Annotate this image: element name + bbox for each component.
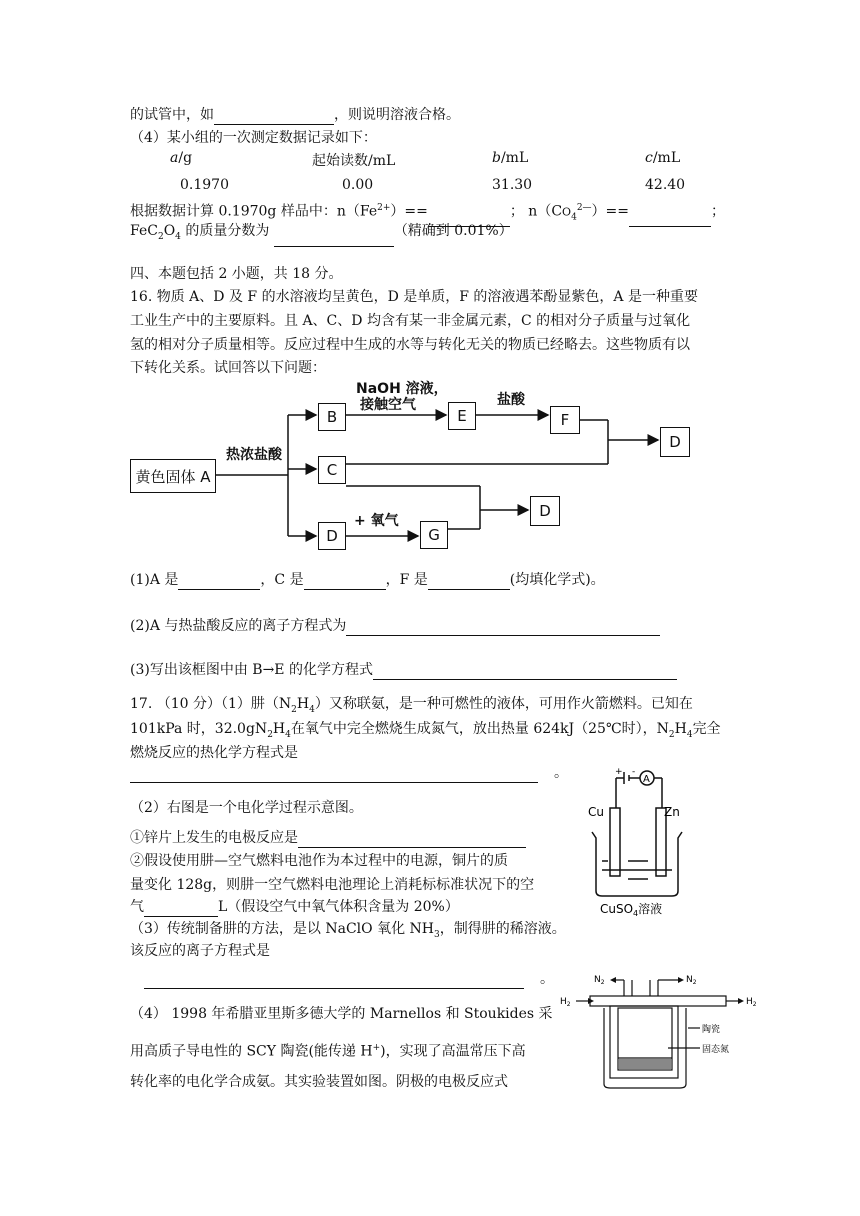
n2-left-label: $N_2$ xyxy=(594,975,605,986)
text: ； n（C xyxy=(509,203,563,220)
nh3-apparatus-figure xyxy=(560,968,760,1090)
text: 根据数据计算 0.1970g 样品中：n（Fe xyxy=(130,203,378,220)
line-calc: 根据数据计算 0.1970g 样品中：$n(Fe^{2+})==$ ； $n(CO_4^{2—})==$ ； xyxy=(130,198,725,227)
answer-blank[interactable] xyxy=(130,767,538,783)
h2-right-label: $H_2$ xyxy=(746,997,757,1008)
plus-sign: + xyxy=(615,767,623,777)
text: 用高质子导电性的 SCY 陶瓷(能传递 H xyxy=(130,1043,373,1060)
box-d-right: D xyxy=(660,427,690,457)
answer-blank[interactable] xyxy=(144,973,524,989)
electrolyte-label: CuSO$_4$溶液 xyxy=(600,902,663,918)
n2-right-label: $N_2$ xyxy=(686,975,697,986)
table-header: a/g xyxy=(170,150,193,166)
subscript: 4 xyxy=(686,729,693,740)
text: 。 xyxy=(554,765,568,781)
label-hot-hcl: 热浓盐酸 xyxy=(226,447,282,463)
apparatus-drawing xyxy=(560,968,760,1090)
text: (2)A 与热盐酸反应的离子方程式为 xyxy=(130,618,347,634)
text: （3）传统制备肼的方法，是以 NaClO 氧化 NH xyxy=(130,921,434,937)
text: 101kPa 时，32.0gN xyxy=(130,721,268,737)
q16-text: 工业生产中的主要原料。且 A、C、D 均含有某一非金属元素，C 的相对分子质量与过氧化 xyxy=(130,313,691,329)
text: ，F 是 xyxy=(385,572,428,588)
cell-figure xyxy=(580,766,690,918)
answer-blank[interactable] xyxy=(428,574,510,590)
superscript: + xyxy=(372,1043,381,1053)
subscript: 4 xyxy=(285,729,291,740)
q17-answer-line xyxy=(130,969,554,989)
q17-text xyxy=(130,828,526,848)
q16-part3 xyxy=(130,660,677,680)
label-air: 接触空气 xyxy=(360,397,416,413)
q17-text: 17. （10 分）（1）肼$(N_2H_4)$又称联氨，是一种可燃性的液体，可用作火箭燃料。已知在 xyxy=(130,696,693,715)
text: FeC xyxy=(130,223,158,239)
label-naoh: NaOH 溶液， xyxy=(356,381,448,397)
subscript: 3 xyxy=(433,929,440,940)
answer-blank[interactable] xyxy=(346,620,660,636)
q17-text: （2）右图是一个电化学过程示意图。 xyxy=(130,800,363,816)
text: (均填化学式)。 xyxy=(509,572,605,588)
table-header: 起始读数/mL xyxy=(312,153,396,169)
q17-text: 量变化 128g，则肼一空气燃料电池理论上消耗标标准状况下的空 xyxy=(130,877,535,893)
text: (1)A 是 xyxy=(130,572,179,588)
flow-diagram xyxy=(0,0,860,560)
ammeter-label: A xyxy=(643,774,650,785)
cu-label: Cu xyxy=(588,805,604,819)
q17-text: 101kPa 时，$32.0gN_2H_4$在氧气中完全燃烧生成氮气，放出热量 624kJ（25℃时），$N_2H_4$完全 xyxy=(130,721,721,740)
q17-text: 该反应的离子方程式是 xyxy=(130,943,270,959)
q16-text: 下转化关系。试回答以下问题： xyxy=(130,360,326,376)
answer-blank[interactable] xyxy=(178,574,260,590)
q16-text: 16. 物质 A、D 及 F 的水溶液均呈黄色，D 是单质，F 的溶液遇苯酚显紫色，A 是一种重要 xyxy=(130,289,698,305)
ceramic-label: 陶瓷 xyxy=(702,1025,721,1035)
text: ）== xyxy=(390,203,428,220)
text: ，制得肼的稀溶液。 xyxy=(439,921,566,937)
subscript: 2 xyxy=(267,729,273,740)
text: ，则说明溶液合格。 xyxy=(334,107,460,123)
text: ； xyxy=(711,203,726,220)
text: 的质量分数为 xyxy=(180,223,270,239)
text: (3)写出该框图中由 B→E 的化学方程式 xyxy=(130,662,373,678)
box-c: C xyxy=(318,456,346,484)
text: 的试管中，如 xyxy=(130,107,214,123)
line-mass-fraction: $FeC_2O_4$ 的质量分数为 （精确到 0.01%） xyxy=(130,221,513,247)
answer-blank[interactable] xyxy=(304,574,386,590)
subscript: 4 xyxy=(175,231,181,242)
text: ①锌片上发生的电极反应是 xyxy=(130,830,298,846)
box-b: B xyxy=(318,403,346,431)
q17-answer-line xyxy=(130,763,568,783)
h2-left-label: $H_2$ xyxy=(560,997,571,1008)
subscript: 4 xyxy=(571,212,577,223)
q17-text: 燃烧反应的热化学方程式是 xyxy=(130,745,298,761)
line-q4-intro: （4）某小组的一次测定数据记录如下： xyxy=(130,130,377,146)
table-header: b/mL xyxy=(492,150,529,166)
q17-text xyxy=(130,897,459,917)
text: L（假设空气中氧气体积含量为 20%） xyxy=(218,899,459,915)
answer-blank[interactable] xyxy=(373,664,677,680)
superscript: 2— xyxy=(576,203,592,213)
q16-part1 xyxy=(130,570,605,590)
minus-sign: - xyxy=(632,767,636,777)
box-f: F xyxy=(550,406,580,434)
text: ，C 是 xyxy=(260,572,304,588)
text: )，实现了高温常压下高 xyxy=(380,1043,526,1060)
label-oxygen: + 氧气 xyxy=(354,513,399,529)
section-heading: 四、本题包括 2 小题，共 18 分。 xyxy=(130,266,343,282)
box-e: E xyxy=(448,402,476,430)
superscript: 2+ xyxy=(377,203,391,213)
q17-text: （4） 1998 年希腊亚里斯多德大学的 Marnellos 和 Stoukides 采 xyxy=(130,1006,553,1022)
subscript: 4 xyxy=(309,704,315,715)
subscript: 2 xyxy=(668,729,675,740)
flow-lines xyxy=(0,0,860,560)
answer-blank[interactable] xyxy=(298,832,526,848)
text: （精确到 0.01%） xyxy=(393,223,513,239)
box-g: G xyxy=(420,521,448,549)
table-cell: 0.1970 xyxy=(180,177,229,193)
q17-text: 转化率的电化学合成氨。其实验装置如图。阴极的电极反应式 xyxy=(130,1074,508,1090)
zn-label: Zn xyxy=(664,805,680,819)
subscript: 2 xyxy=(291,704,297,715)
q17-text xyxy=(130,1038,526,1062)
text: ）又称联氨，是一种可燃性的液体，可用作火箭燃料。已知在 xyxy=(314,696,693,712)
box-d: D xyxy=(318,522,346,550)
box-a: 黄色固体 A xyxy=(130,459,216,493)
text: 在氧气中完全燃烧生成氮气，放出热量 624kJ（25℃时），N xyxy=(290,721,669,737)
label-hcl: 盐酸 xyxy=(497,392,525,408)
table-cell: 31.30 xyxy=(492,177,533,193)
text: ）== xyxy=(591,203,630,220)
table-cell: 0.00 xyxy=(342,177,374,193)
table-cell: 42.40 xyxy=(645,177,686,193)
table-header: c/mL xyxy=(645,150,681,166)
q16-text: 氢的相对分子质量相等。反应过程中生成的水等与转化无关的物质已经略去。这些物质有以 xyxy=(130,337,690,353)
q17-text: ②假设使用肼—空气燃料电池作为本过程中的电源，铜片的质 xyxy=(130,853,508,869)
cell-drawing xyxy=(580,766,690,918)
solid-nitrogen-label: 固态氮 xyxy=(702,1045,730,1055)
text: 气 xyxy=(130,899,144,915)
box-d-lower: D xyxy=(530,496,560,526)
subscript: 2 xyxy=(157,231,164,242)
text: 。 xyxy=(540,971,554,987)
text: 完全 xyxy=(692,721,721,737)
text: 17. （10 分）（1）肼（N xyxy=(130,696,292,712)
answer-blank[interactable] xyxy=(144,901,218,917)
q16-part2 xyxy=(130,616,660,636)
